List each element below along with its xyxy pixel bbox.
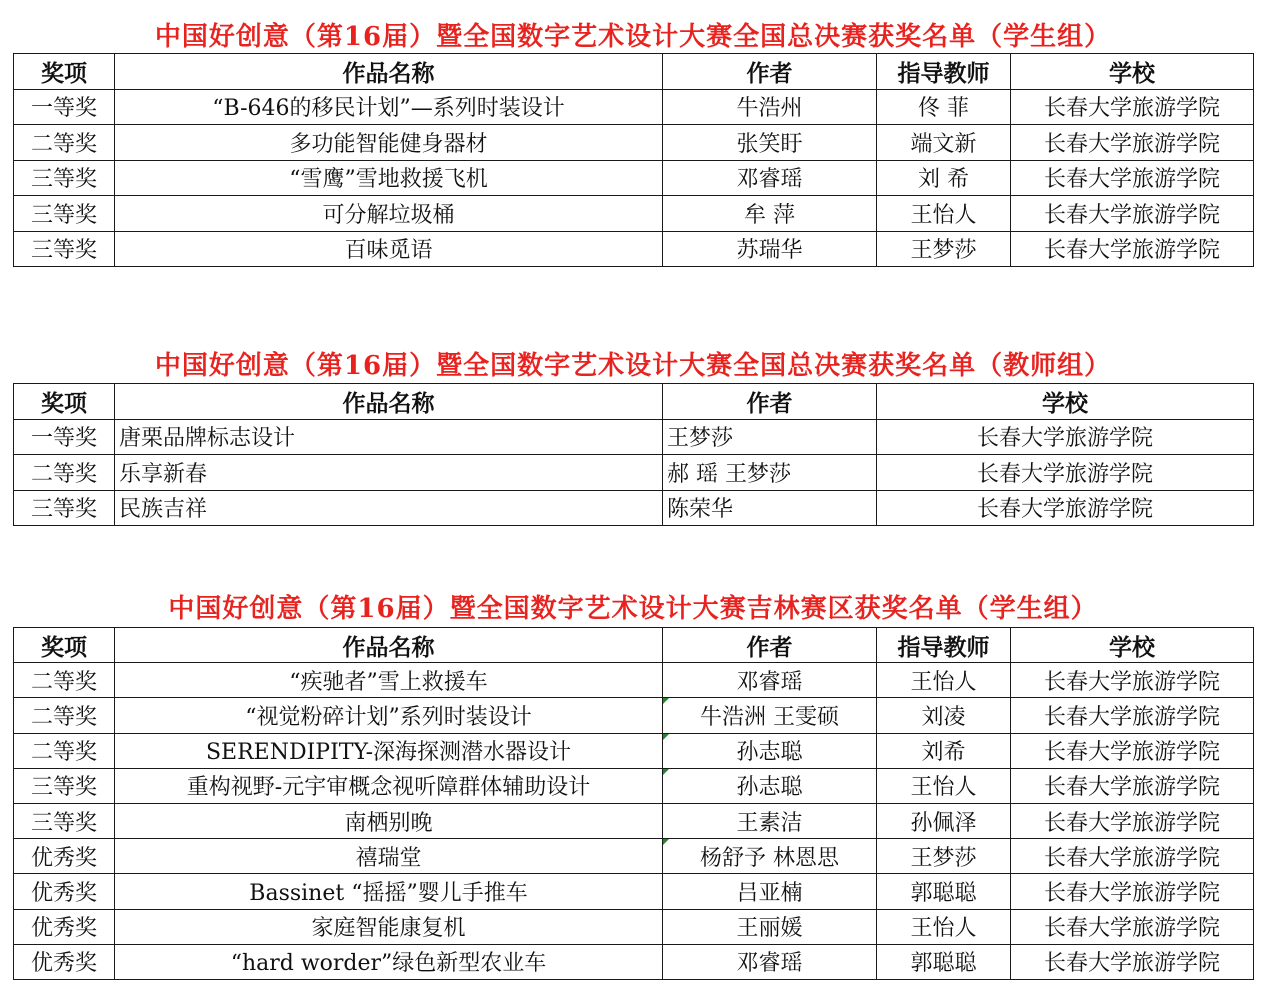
table-header-row: [14, 628, 1254, 663]
cell-work: “hard worder”绿色新型农业车: [115, 944, 663, 979]
table-row: [14, 944, 1254, 979]
cell-author: 郝 瑶 王梦莎: [663, 455, 877, 491]
cell-advisor: 刘希: [877, 733, 1011, 768]
header-author: 作者: [663, 384, 877, 420]
cell-school: 长春大学旅游学院: [1011, 909, 1254, 944]
cell-author: 苏瑞华: [663, 231, 877, 267]
student-national-table: [13, 53, 1254, 267]
cell-award: 三等奖: [14, 160, 115, 196]
cell-school: 长春大学旅游学院: [1011, 944, 1254, 979]
cell-work: 多功能智能健身器材: [115, 125, 663, 161]
cell-work: 乐享新春: [115, 455, 663, 491]
header-award: 奖项: [14, 628, 115, 663]
cell-work: 民族吉祥: [115, 490, 663, 526]
header-work: 作品名称: [115, 628, 663, 663]
cell-school: 长春大学旅游学院: [1011, 839, 1254, 874]
cell-award: 三等奖: [14, 196, 115, 232]
cell-school: 长春大学旅游学院: [1011, 698, 1254, 733]
table-row: [14, 160, 1254, 196]
cell-award: 一等奖: [14, 419, 115, 455]
cell-author: 牛浩洲 王雯硕: [663, 698, 877, 733]
cell-advisor: 郭聪聪: [877, 944, 1011, 979]
header-work: 作品名称: [115, 54, 663, 90]
cell-advisor: 王怡人: [877, 663, 1011, 698]
cell-award: 二等奖: [14, 455, 115, 491]
header-advisor: 指导教师: [877, 628, 1011, 663]
header-author: 作者: [663, 54, 877, 90]
table-row: [14, 419, 1254, 455]
cell-advisor: 刘 希: [877, 160, 1011, 196]
cell-award: 优秀奖: [14, 909, 115, 944]
table-row: [14, 231, 1254, 267]
table-row: [14, 909, 1254, 944]
cell-school: 长春大学旅游学院: [1011, 768, 1254, 803]
header-school: 学校: [877, 384, 1254, 420]
cell-advisor: 王怡人: [877, 909, 1011, 944]
header-school: 学校: [1011, 54, 1254, 90]
header-award: 奖项: [14, 384, 115, 420]
cell-advisor: 佟 菲: [877, 89, 1011, 125]
header-work: 作品名称: [115, 384, 663, 420]
cell-author: 王丽媛: [663, 909, 877, 944]
cell-award: 三等奖: [14, 768, 115, 803]
cell-work: 家庭智能康复机: [115, 909, 663, 944]
cell-advisor: 孙佩泽: [877, 803, 1011, 838]
cell-advisor: 刘凌: [877, 698, 1011, 733]
cell-advisor: 王梦莎: [877, 231, 1011, 267]
cell-school: 长春大学旅游学院: [1011, 160, 1254, 196]
cell-award: 优秀奖: [14, 874, 115, 909]
cell-award: 二等奖: [14, 125, 115, 161]
cell-award: 二等奖: [14, 733, 115, 768]
cell-school: 长春大学旅游学院: [877, 490, 1254, 526]
cell-author: 邓睿瑶: [663, 663, 877, 698]
cell-award: 三等奖: [14, 231, 115, 267]
cell-award: 二等奖: [14, 698, 115, 733]
cell-advisor: 郭聪聪: [877, 874, 1011, 909]
teacher-national-table: [13, 383, 1254, 526]
cell-award: 一等奖: [14, 89, 115, 125]
cell-work: “疾驰者”雪上救援车: [115, 663, 663, 698]
table-header-row: [14, 54, 1254, 90]
table-row: [14, 455, 1254, 491]
student-jilin-title: 中国好创意（第16届）暨全国数字艺术设计大赛吉林赛区获奖名单（学生组）: [168, 594, 1098, 624]
teacher-national-title: 中国好创意（第16届）暨全国数字艺术设计大赛全国总决赛获奖名单（教师组）: [154, 351, 1112, 381]
cell-school: 长春大学旅游学院: [1011, 125, 1254, 161]
cell-author: 牟 萍: [663, 196, 877, 232]
cell-author: 陈荣华: [663, 490, 877, 526]
cell-work: SERENDIPITY-深海探测潜水器设计: [115, 733, 663, 768]
cell-school: 长春大学旅游学院: [877, 419, 1254, 455]
student-jilin-table: [13, 627, 1254, 980]
table-row: [14, 490, 1254, 526]
table-row: [14, 89, 1254, 125]
cell-author: 张笑盱: [663, 125, 877, 161]
cell-work: 百味觅语: [115, 231, 663, 267]
table-row: [14, 768, 1254, 803]
cell-work: 重构视野-元宇审概念视听障群体辅助设计: [115, 768, 663, 803]
header-author: 作者: [663, 628, 877, 663]
table-row: [14, 874, 1254, 909]
cell-school: 长春大学旅游学院: [1011, 733, 1254, 768]
header-school: 学校: [1011, 628, 1254, 663]
cell-school: 长春大学旅游学院: [1011, 803, 1254, 838]
cell-award: 二等奖: [14, 663, 115, 698]
cell-author: 孙志聪: [663, 768, 877, 803]
cell-author: 邓睿瑶: [663, 944, 877, 979]
table-row: [14, 839, 1254, 874]
table-row: [14, 125, 1254, 161]
cell-work: 南栖别晚: [115, 803, 663, 838]
cell-school: 长春大学旅游学院: [1011, 663, 1254, 698]
table-row: [14, 803, 1254, 838]
student-national-title: 中国好创意（第16届）暨全国数字艺术设计大赛全国总决赛获奖名单（学生组）: [154, 22, 1112, 52]
cell-advisor: 王怡人: [877, 196, 1011, 232]
header-award: 奖项: [14, 54, 115, 90]
cell-award: 优秀奖: [14, 944, 115, 979]
cell-author: 邓睿瑶: [663, 160, 877, 196]
table-row: [14, 196, 1254, 232]
cell-award: 三等奖: [14, 803, 115, 838]
cell-work: 禧瑞堂: [115, 839, 663, 874]
header-advisor: 指导教师: [877, 54, 1011, 90]
table-row: [14, 663, 1254, 698]
cell-work: 唐栗品牌标志设计: [115, 419, 663, 455]
cell-school: 长春大学旅游学院: [1011, 89, 1254, 125]
cell-advisor: 王梦莎: [877, 839, 1011, 874]
table-row: [14, 733, 1254, 768]
cell-advisor: 端文新: [877, 125, 1011, 161]
cell-author: 牛浩州: [663, 89, 877, 125]
table-row: [14, 698, 1254, 733]
cell-work: “B-646的移民计划”—系列时装设计: [115, 89, 663, 125]
cell-award: 三等奖: [14, 490, 115, 526]
cell-work: 可分解垃圾桶: [115, 196, 663, 232]
cell-school: 长春大学旅游学院: [1011, 874, 1254, 909]
cell-school: 长春大学旅游学院: [1011, 231, 1254, 267]
cell-school: 长春大学旅游学院: [1011, 196, 1254, 232]
table-header-row: [14, 384, 1254, 420]
cell-author: 孙志聪: [663, 733, 877, 768]
cell-work: “视觉粉碎计划”系列时装设计: [115, 698, 663, 733]
cell-work: Bassinet “摇摇”婴儿手推车: [115, 874, 663, 909]
cell-author: 杨舒予 林恩思: [663, 839, 877, 874]
cell-award: 优秀奖: [14, 839, 115, 874]
cell-school: 长春大学旅游学院: [877, 455, 1254, 491]
cell-work: “雪鹰”雪地救援飞机: [115, 160, 663, 196]
cell-advisor: 王怡人: [877, 768, 1011, 803]
cell-author: 王梦莎: [663, 419, 877, 455]
cell-author: 吕亚楠: [663, 874, 877, 909]
cell-author: 王素洁: [663, 803, 877, 838]
